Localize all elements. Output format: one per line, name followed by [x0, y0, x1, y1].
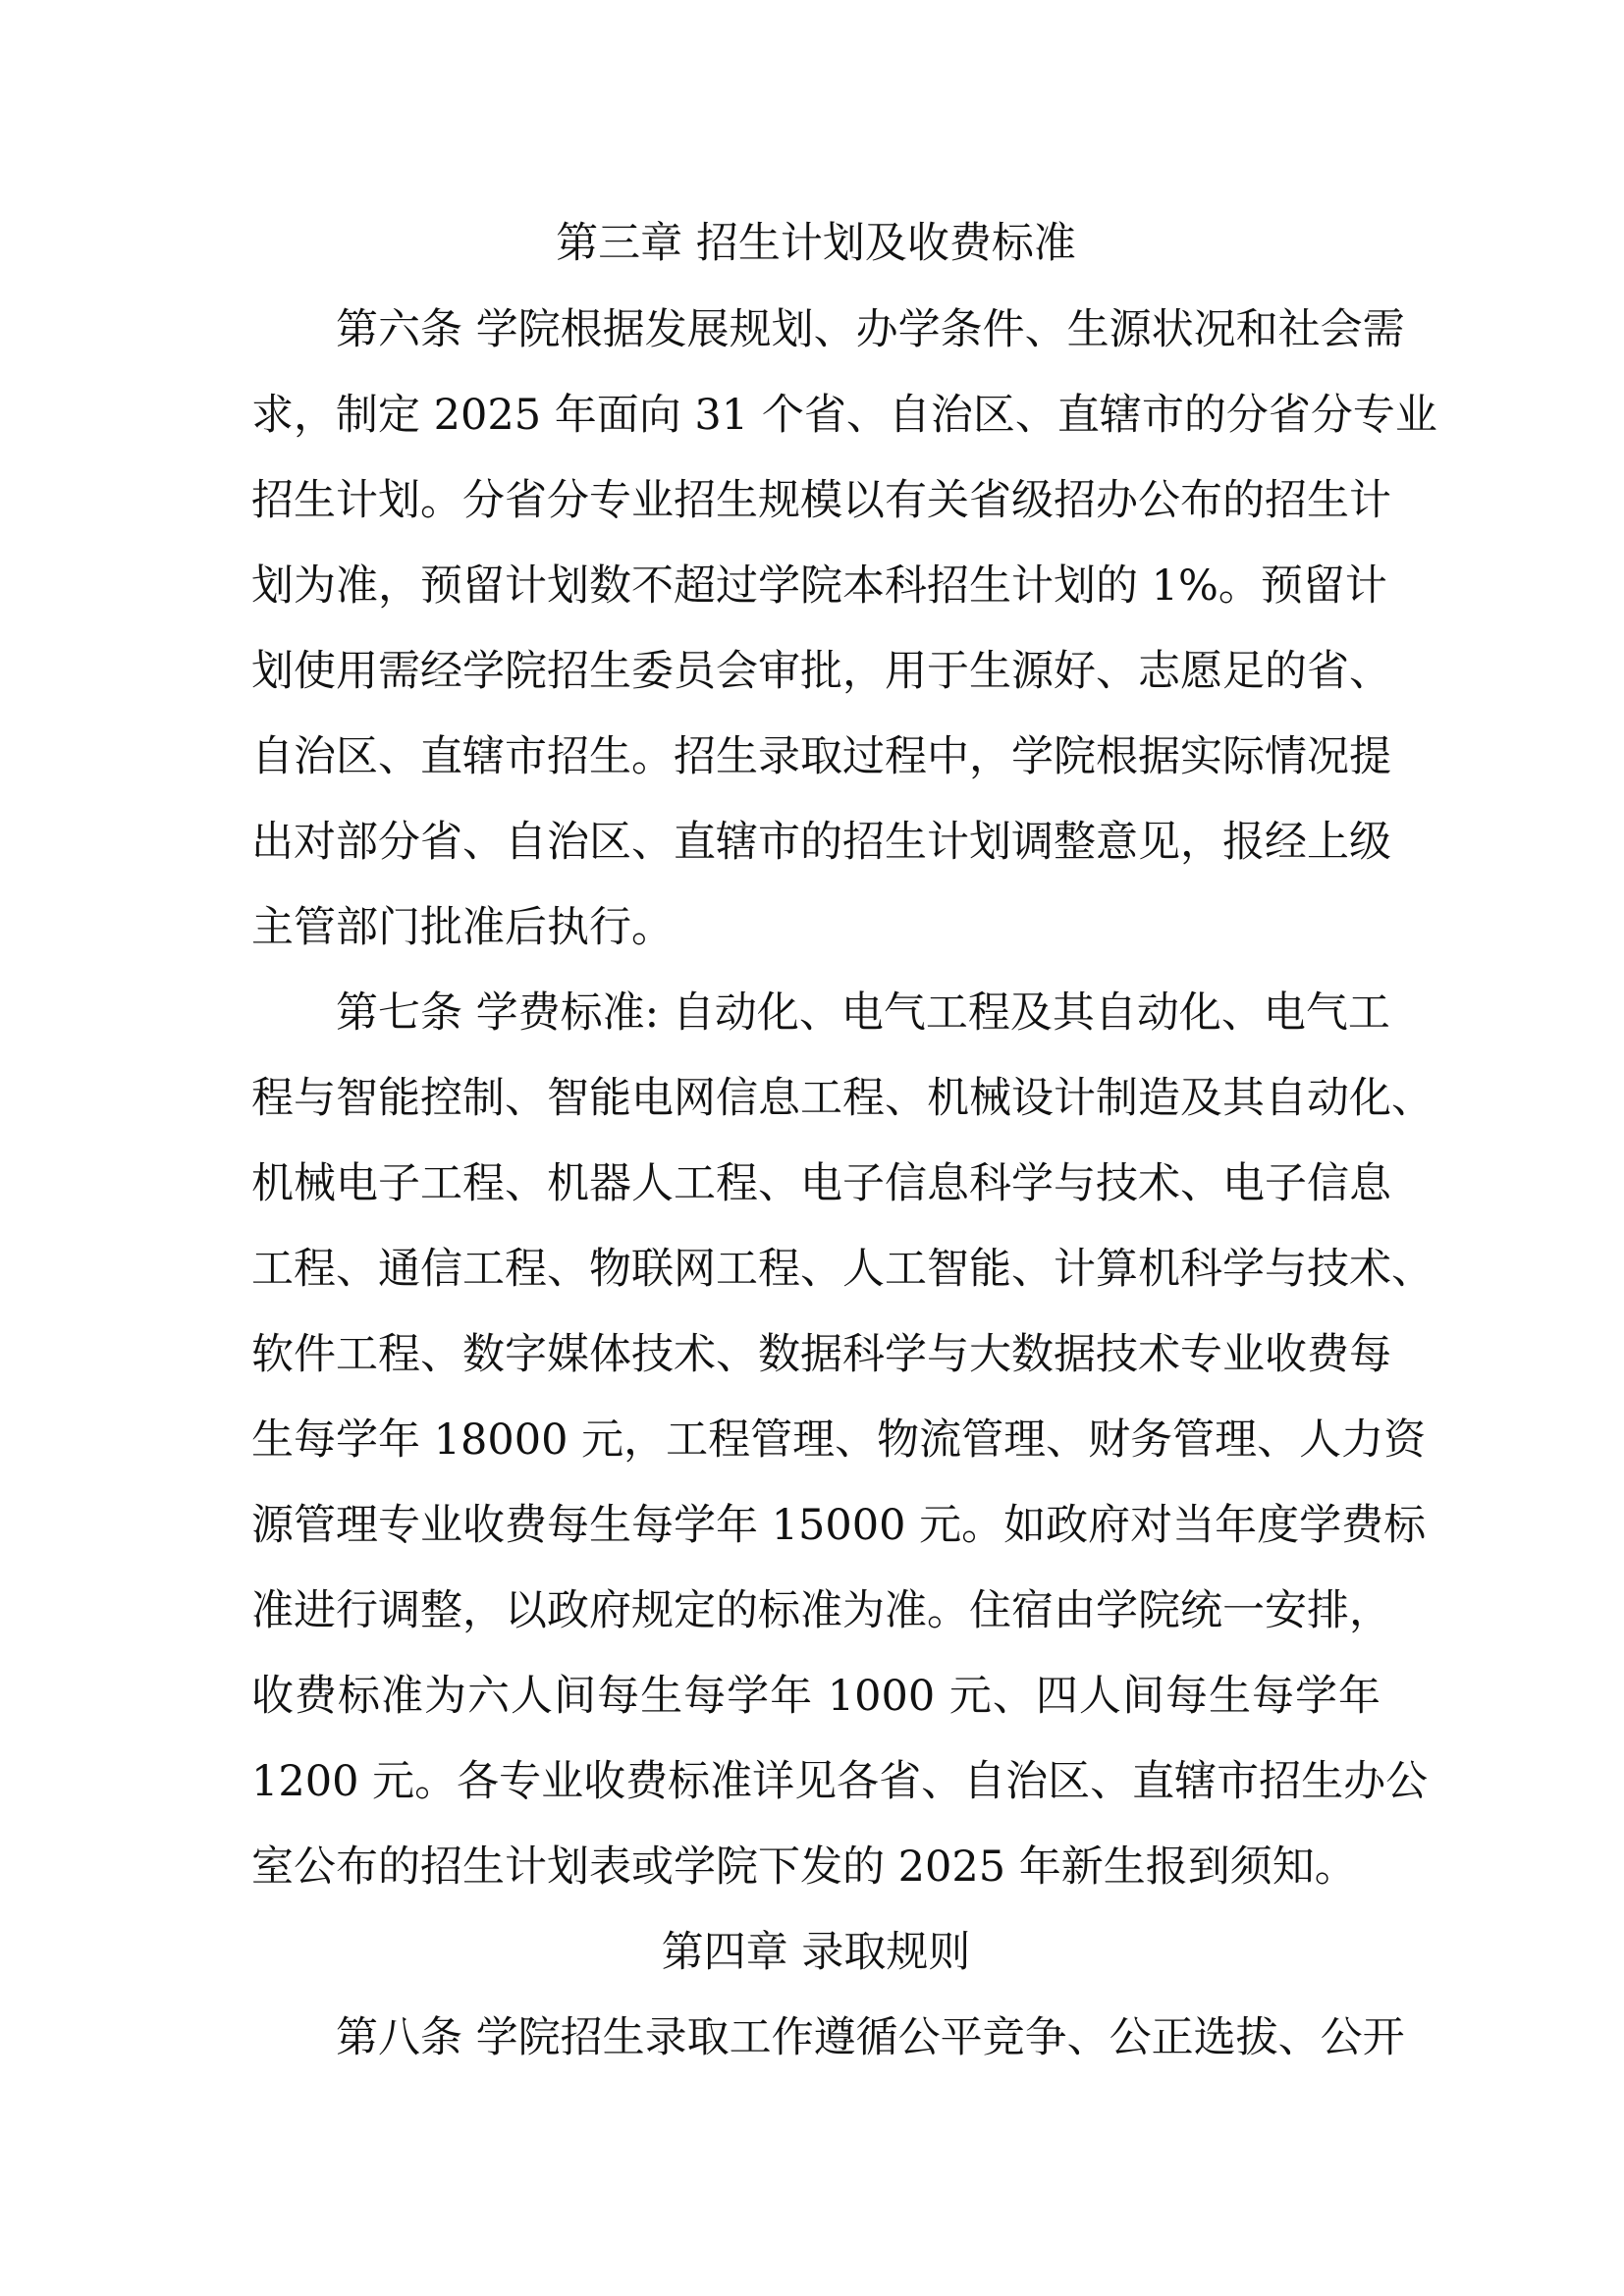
article-6-line-1: 第六条 学院根据发展规划、办学条件、生源状况和社会需	[336, 305, 1405, 354]
article-7-line-5: 软件工程、数字媒体技术、数据科学与大数据技术专业收费每	[251, 1330, 1391, 1379]
article-7-line-3: 机械电子工程、机器人工程、电子信息科学与技术、电子信息	[251, 1159, 1391, 1208]
article-7-line-11: 室公布的招生计划表或学院下发的 2025 年新生报到须知。	[251, 1842, 1357, 1892]
article-6-line-2: 求，制定 2025 年面向 31 个省、自治区、直辖市的分省分专业	[251, 391, 1437, 440]
article-6-line-4: 划为准，预留计划数不超过学院本科招生计划的 1%。预留计	[251, 561, 1387, 611]
article-7-line-2: 程与智能控制、智能电网信息工程、机械设计制造及其自动化、	[251, 1074, 1434, 1123]
article-7-line-8: 准进行调整，以政府规定的标准为准。住宿由学院统一安排，	[251, 1586, 1391, 1635]
article-7-line-1: 第七条 学费标准: 自动化、电气工程及其自动化、电气工	[336, 988, 1390, 1038]
article-7-line-6: 生每学年 18000 元，工程管理、物流管理、财务管理、人力资	[251, 1415, 1427, 1465]
article-6-line-6: 自治区、直辖市招生。招生录取过程中，学院根据实际情况提	[251, 732, 1391, 781]
article-7-line-9: 收费标准为六人间每生每学年 1000 元、四人间每生每学年	[251, 1672, 1380, 1721]
article-8-line-1: 第八条 学院招生录取工作遵循公平竞争、公正选拔、公开	[336, 2013, 1405, 2062]
article-7-line-10: 1200 元。各专业收费标准详见各省、自治区、直辖市招生办公	[251, 1757, 1429, 1806]
article-7-line-7: 源管理专业收费每生每学年 15000 元。如政府对当年度学费标	[251, 1501, 1427, 1550]
article-6-line-8: 主管部门批准后执行。	[251, 903, 674, 952]
article-6-line-3: 招生计划。分省分专业招生规模以有关省级招办公布的招生计	[251, 476, 1391, 525]
chapter-3-heading: 第三章 招生计划及收费标准	[556, 219, 1076, 268]
article-7-line-4: 工程、通信工程、物联网工程、人工智能、计算机科学与技术、	[251, 1245, 1434, 1294]
article-6-line-5: 划使用需经学院招生委员会审批，用于生源好、志愿足的省、	[251, 647, 1391, 696]
chapter-4-heading: 第四章 录取规则	[661, 1928, 971, 1977]
article-6-line-7: 出对部分省、自治区、直辖市的招生计划调整意见，报经上级	[251, 818, 1391, 867]
